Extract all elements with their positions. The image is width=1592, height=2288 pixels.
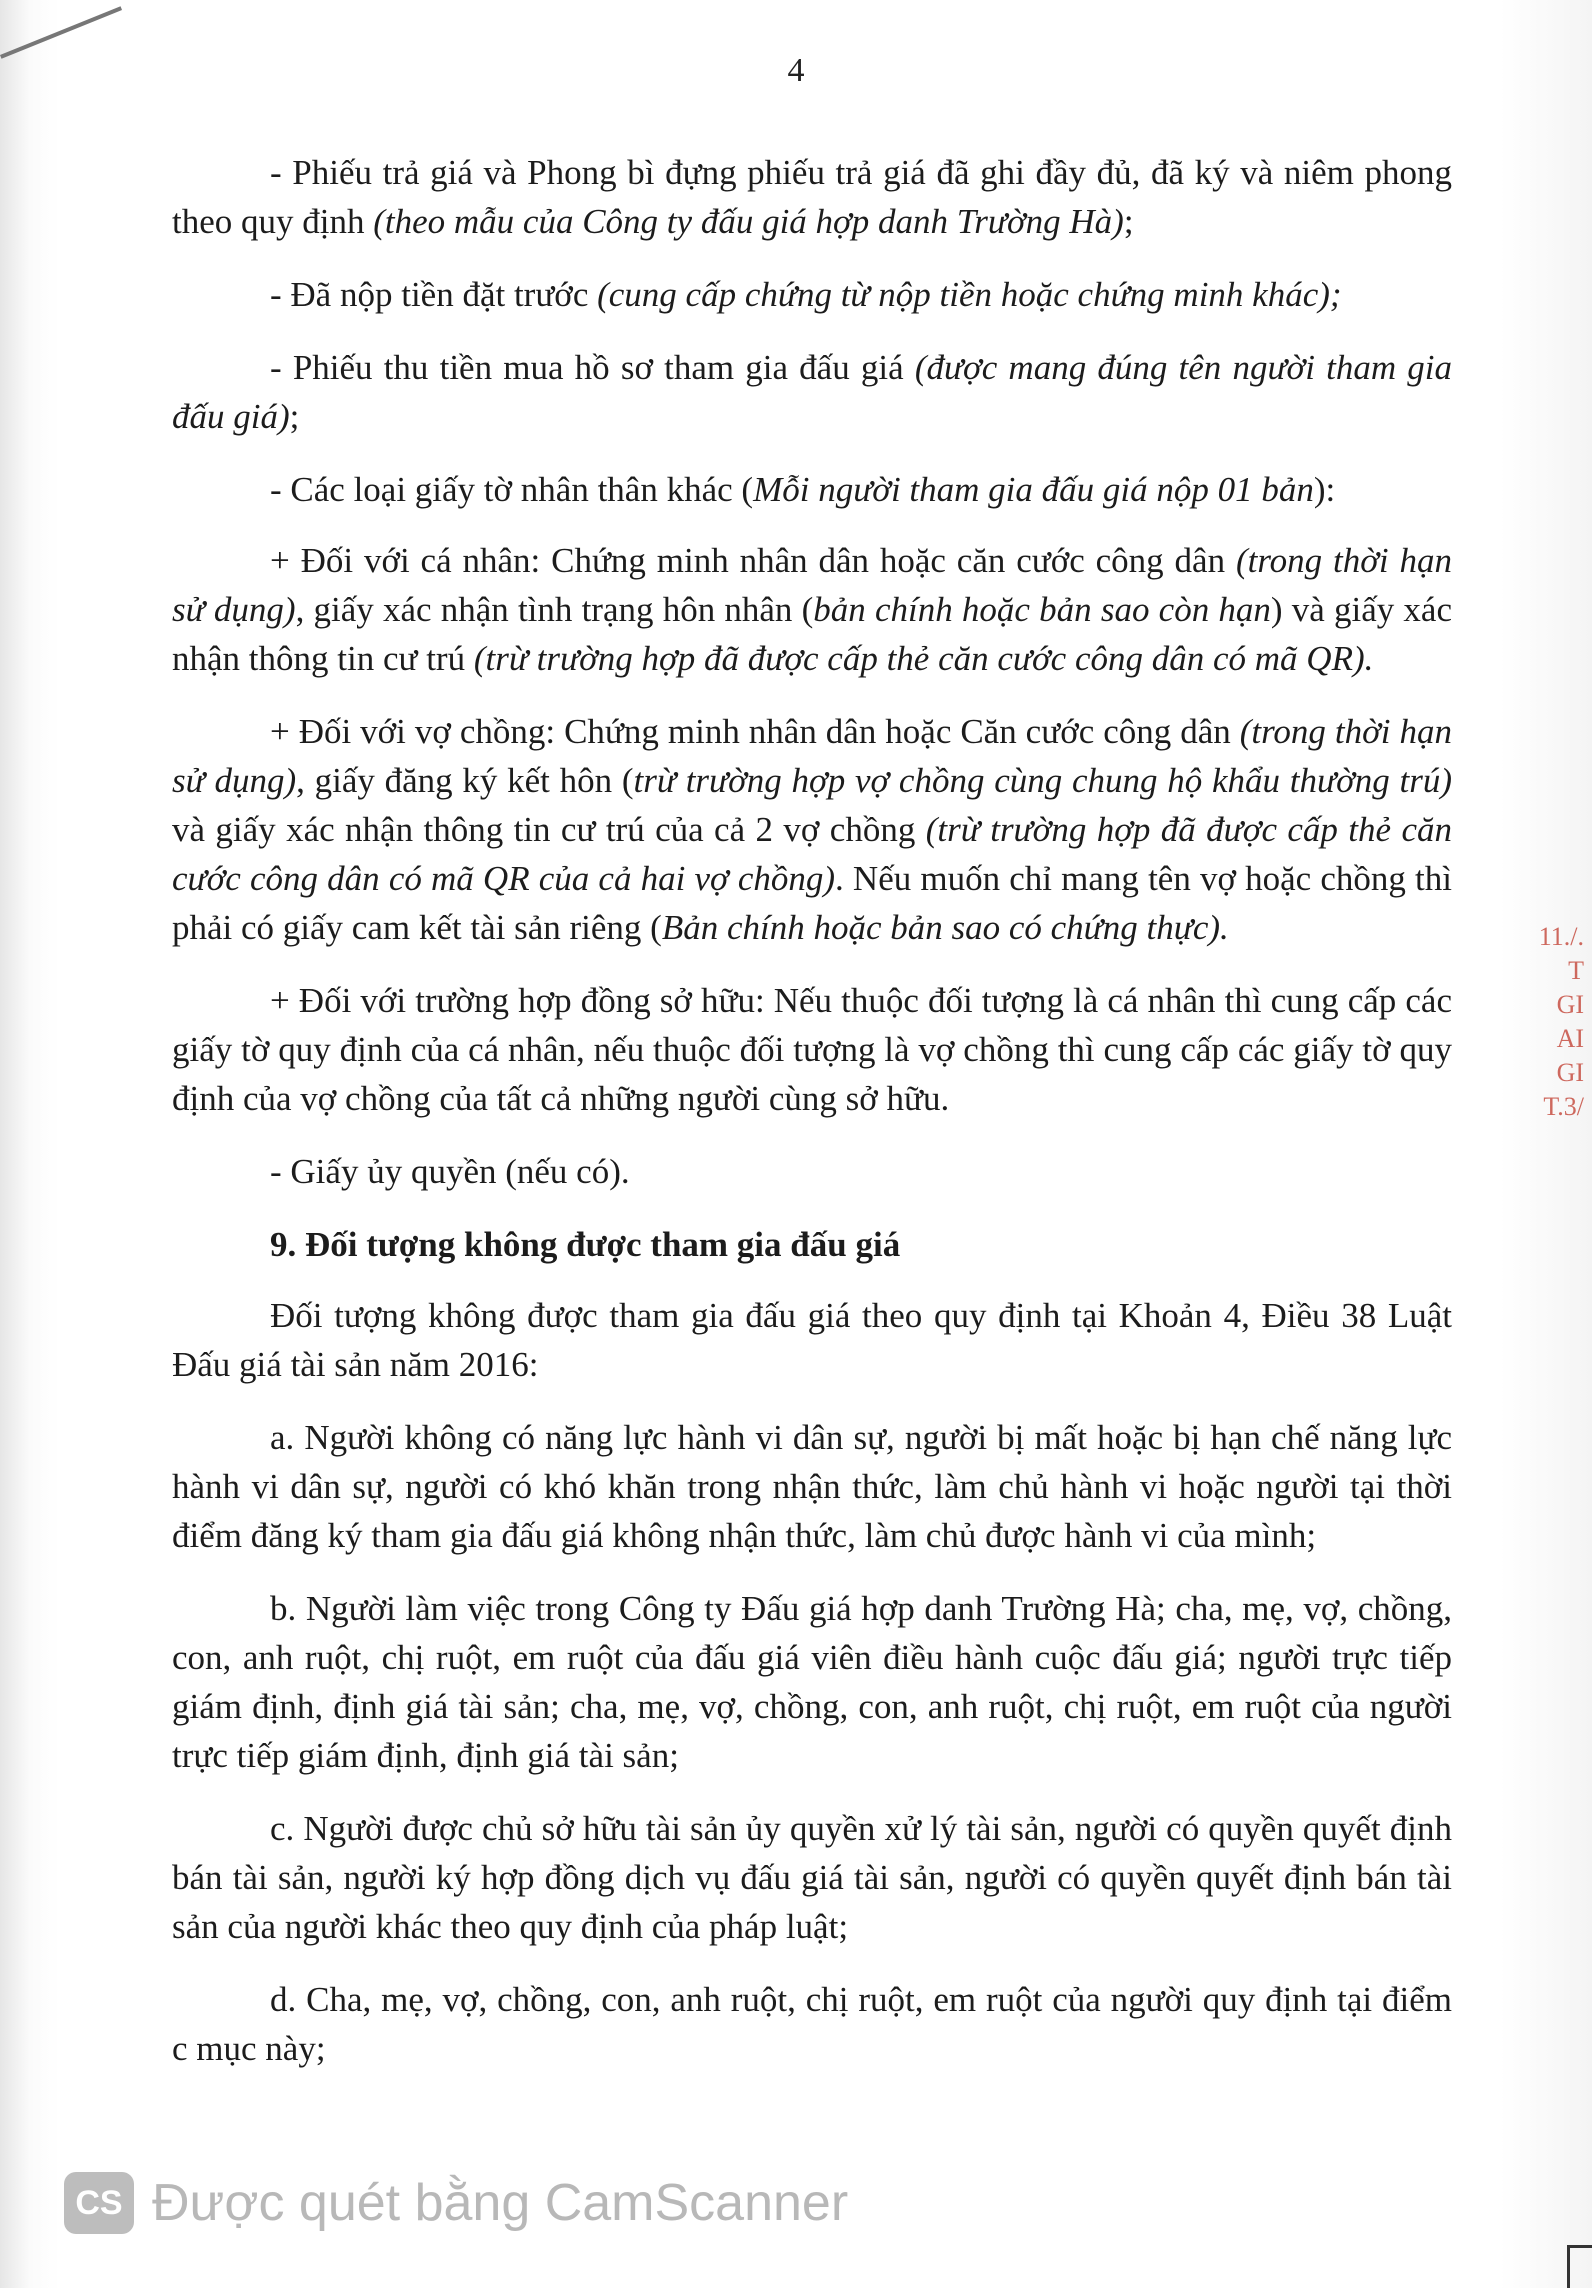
list-item-d: d. Cha, mẹ, vợ, chồng, con, anh ruột, chị ruột, em ruột của người quy định tại điểm c mục này; [172,1980,1452,2068]
paragraph-identity-docs: - Các loại giấy tờ nhân thân khác (Mỗi người tham gia đấu giá nộp 01 bản): [270,470,1336,509]
page-number: 4 [787,52,805,89]
section-heading-9: 9. Đối tượng không được tham gia đấu giá [270,1225,901,1264]
list-item-c: c. Người được chủ sở hữu tài sản ủy quyền xử lý tài sản, người có quyền quyết định bán tài sản, người ký hợp đồng dịch vụ đấu giá tài sản, người có quyền quyết định bán tài sản của người khác theo quy định của pháp luật; [172,1809,1452,1946]
paragraph-ineligible-intro: Đối tượng không được tham gia đấu giá theo quy định tại Khoản 4, Điều 38 Luật Đấu giá tài sản năm 2016: [172,1296,1452,1384]
list-item-a: a. Người không có năng lực hành vi dân sự, người bị mất hoặc bị hạn chế năng lực hành vi dân sự, người có khó khăn trong nhận thức, làm chủ hành vi hoặc người tại thời điểm đăng ký tham gia đấu giá không nhận thức, làm chủ được hành vi của mình; [172,1418,1452,1555]
crop-corner-mark [1567,2245,1592,2288]
camscanner-watermark-text: Được quét bằng CamScanner [152,2174,849,2232]
paragraph-bid-form: - Phiếu trả giá và Phong bì đựng phiếu trả giá đã ghi đầy đủ, đã ký và niêm phong theo quy định (theo mẫu của Công ty đấu giá hợp danh Trường Hà); [172,153,1452,241]
paragraph-receipt: - Phiếu thu tiền mua hồ sơ tham gia đấu giá (được mang đúng tên người tham gia đấu giá); [172,348,1452,436]
paragraph-authorization: - Giấy ủy quyền (nếu có). [270,1152,630,1191]
paragraph-co-ownership: + Đối với trường hợp đồng sở hữu: Nếu thuộc đối tượng là cá nhân thì cung cấp các giấy tờ quy định của cá nhân, nếu thuộc đối tượng là vợ chồng thì cung cấp các giấy tờ quy định của vợ chồng của tất cả những người cùng sở hữu. [172,981,1452,1118]
camscanner-watermark [64,2168,848,2238]
paragraph-spouses: + Đối với vợ chồng: Chứng minh nhân dân hoặc Căn cước công dân (trong thời hạn sử dụng), giấy đăng ký kết hôn (trừ trường hợp vợ chồng cùng chung hộ khẩu thường trú) và giấy xác nhận thông tin cư trú của cả 2 vợ chồng (trừ trường hợp đã được cấp thẻ căn cước công dân có mã QR của cả hai vợ chồng). Nếu muốn chỉ mang tên vợ hoặc chồng thì phải có giấy cam kết tài sản riêng (Bản chính hoặc bản sao có chứng thực). [172,712,1452,947]
paragraph-deposit: - Đã nộp tiền đặt trước (cung cấp chứng từ nộp tiền hoặc chứng minh khác); [270,275,1342,314]
paragraph-individual: + Đối với cá nhân: Chứng minh nhân dân hoặc căn cước công dân (trong thời hạn sử dụng), giấy xác nhận tình trạng hôn nhân (bản chính hoặc bản sao còn hạn) và giấy xác nhận thông tin cư trú (trừ trường hợp đã được cấp thẻ căn cước công dân có mã QR). [172,541,1452,678]
document-body [172,148,1452,2097]
red-seal-fragment: 11./. T GI AI GI T.3/ [1538,922,1584,1121]
camscanner-logo-icon: CS [64,2172,134,2234]
list-item-b: b. Người làm việc trong Công ty Đấu giá hợp danh Trường Hà; cha, mẹ, vợ, chồng, con, anh ruột, chị ruột, em ruột của đấu giá viên điều hành cuộc đấu giá; người trực tiếp giám định, định giá tài sản; cha, mẹ, vợ, chồng, con, anh ruột, chị ruột, em ruột của người trực tiếp giám định, định giá tài sản; [172,1589,1452,1775]
